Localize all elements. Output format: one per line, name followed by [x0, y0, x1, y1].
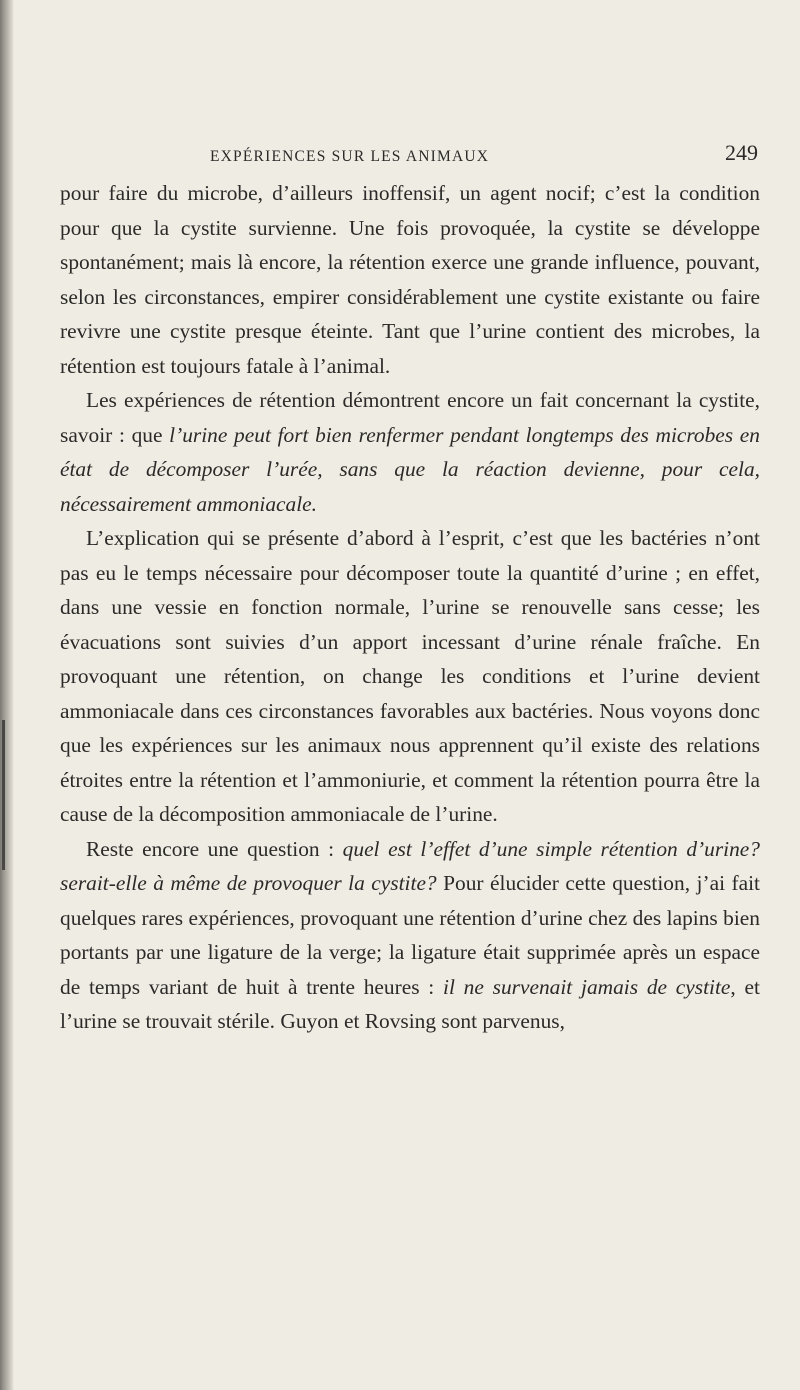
running-head-title: EXPÉRIENCES SUR LES ANIMAUX [210, 148, 490, 165]
book-page [60, 140, 760, 1370]
text-run: Les expériences de rétention démontrent encore un fait concernant la cystite, savoir : que [60, 388, 760, 447]
running-head [60, 140, 760, 170]
text-run: pour faire du microbe, d’ailleurs inoffensif, un agent nocif; c’est la condition pour que la cystite survienne. Une fois provoquée, la cystite se développe spontanément; mais là encore, la rétention exerce une grande influence, pouvant, selon les circonstances, empirer considérablement une cystite existante ou faire revivre une cystite presque éteinte. Tant que l’urine contient des microbes, la rétention est toujours fatale à l’animal. [60, 181, 760, 378]
paragraph-2 [60, 383, 760, 521]
page-number: 249 [725, 140, 758, 165]
italic-text-run: il ne survenait jamais de cystite [443, 974, 731, 999]
text-run: , et l’urine se trouvait stérile. Guyon et Rovsing sont parvenus, [60, 974, 760, 1033]
body-text [60, 176, 760, 1039]
italic-text-run: l’urine peut fort bien renfermer pendant longtemps des microbes en état de décomposer l’urée, sans que la réaction devienne, pour cela, nécessairement ammoniacale. [60, 422, 760, 516]
paragraph-4 [60, 832, 760, 1039]
text-run: L’explication qui se présente d’abord à l’esprit, c’est que les bactéries n’ont pas eu le temps nécessaire pour décomposer toute la quantité d’urine ; en effet, dans une vessie en fonction normale, l’urine se renouvelle sans cesse; les évacuations sont suivies d’un apport incessant d’urine rénale fraîche. En provoquant une rétention, on change les conditions et l’urine devient ammoniacale dans ces circonstances favorables aux bactéries. Nous voyons donc que les expériences sur les animaux nous apprennent qu’il existe des relations étroites entre la rétention et l’ammoniurie, et comment la rétention pourra être la cause de la décomposition ammoniacale de l’urine. [60, 526, 760, 826]
text-run: Pour élucider cette question, j’ai fait quelques rares expériences, provoquant une rétention d’urine chez des lapins bien portants par une ligature de la verge; la ligature était supprimée après un espace de temps variant de huit à trente heures : [60, 871, 760, 999]
page-left-edge-shadow [0, 0, 14, 1390]
text-run: Reste encore une question : [86, 836, 343, 861]
paragraph-3 [60, 521, 760, 832]
paragraph-1 [60, 176, 760, 383]
italic-text-run: quel est l’effet d’une simple rétention d’urine? serait-elle à même de provoquer la cystite? [60, 836, 760, 895]
binding-mark [2, 720, 5, 870]
